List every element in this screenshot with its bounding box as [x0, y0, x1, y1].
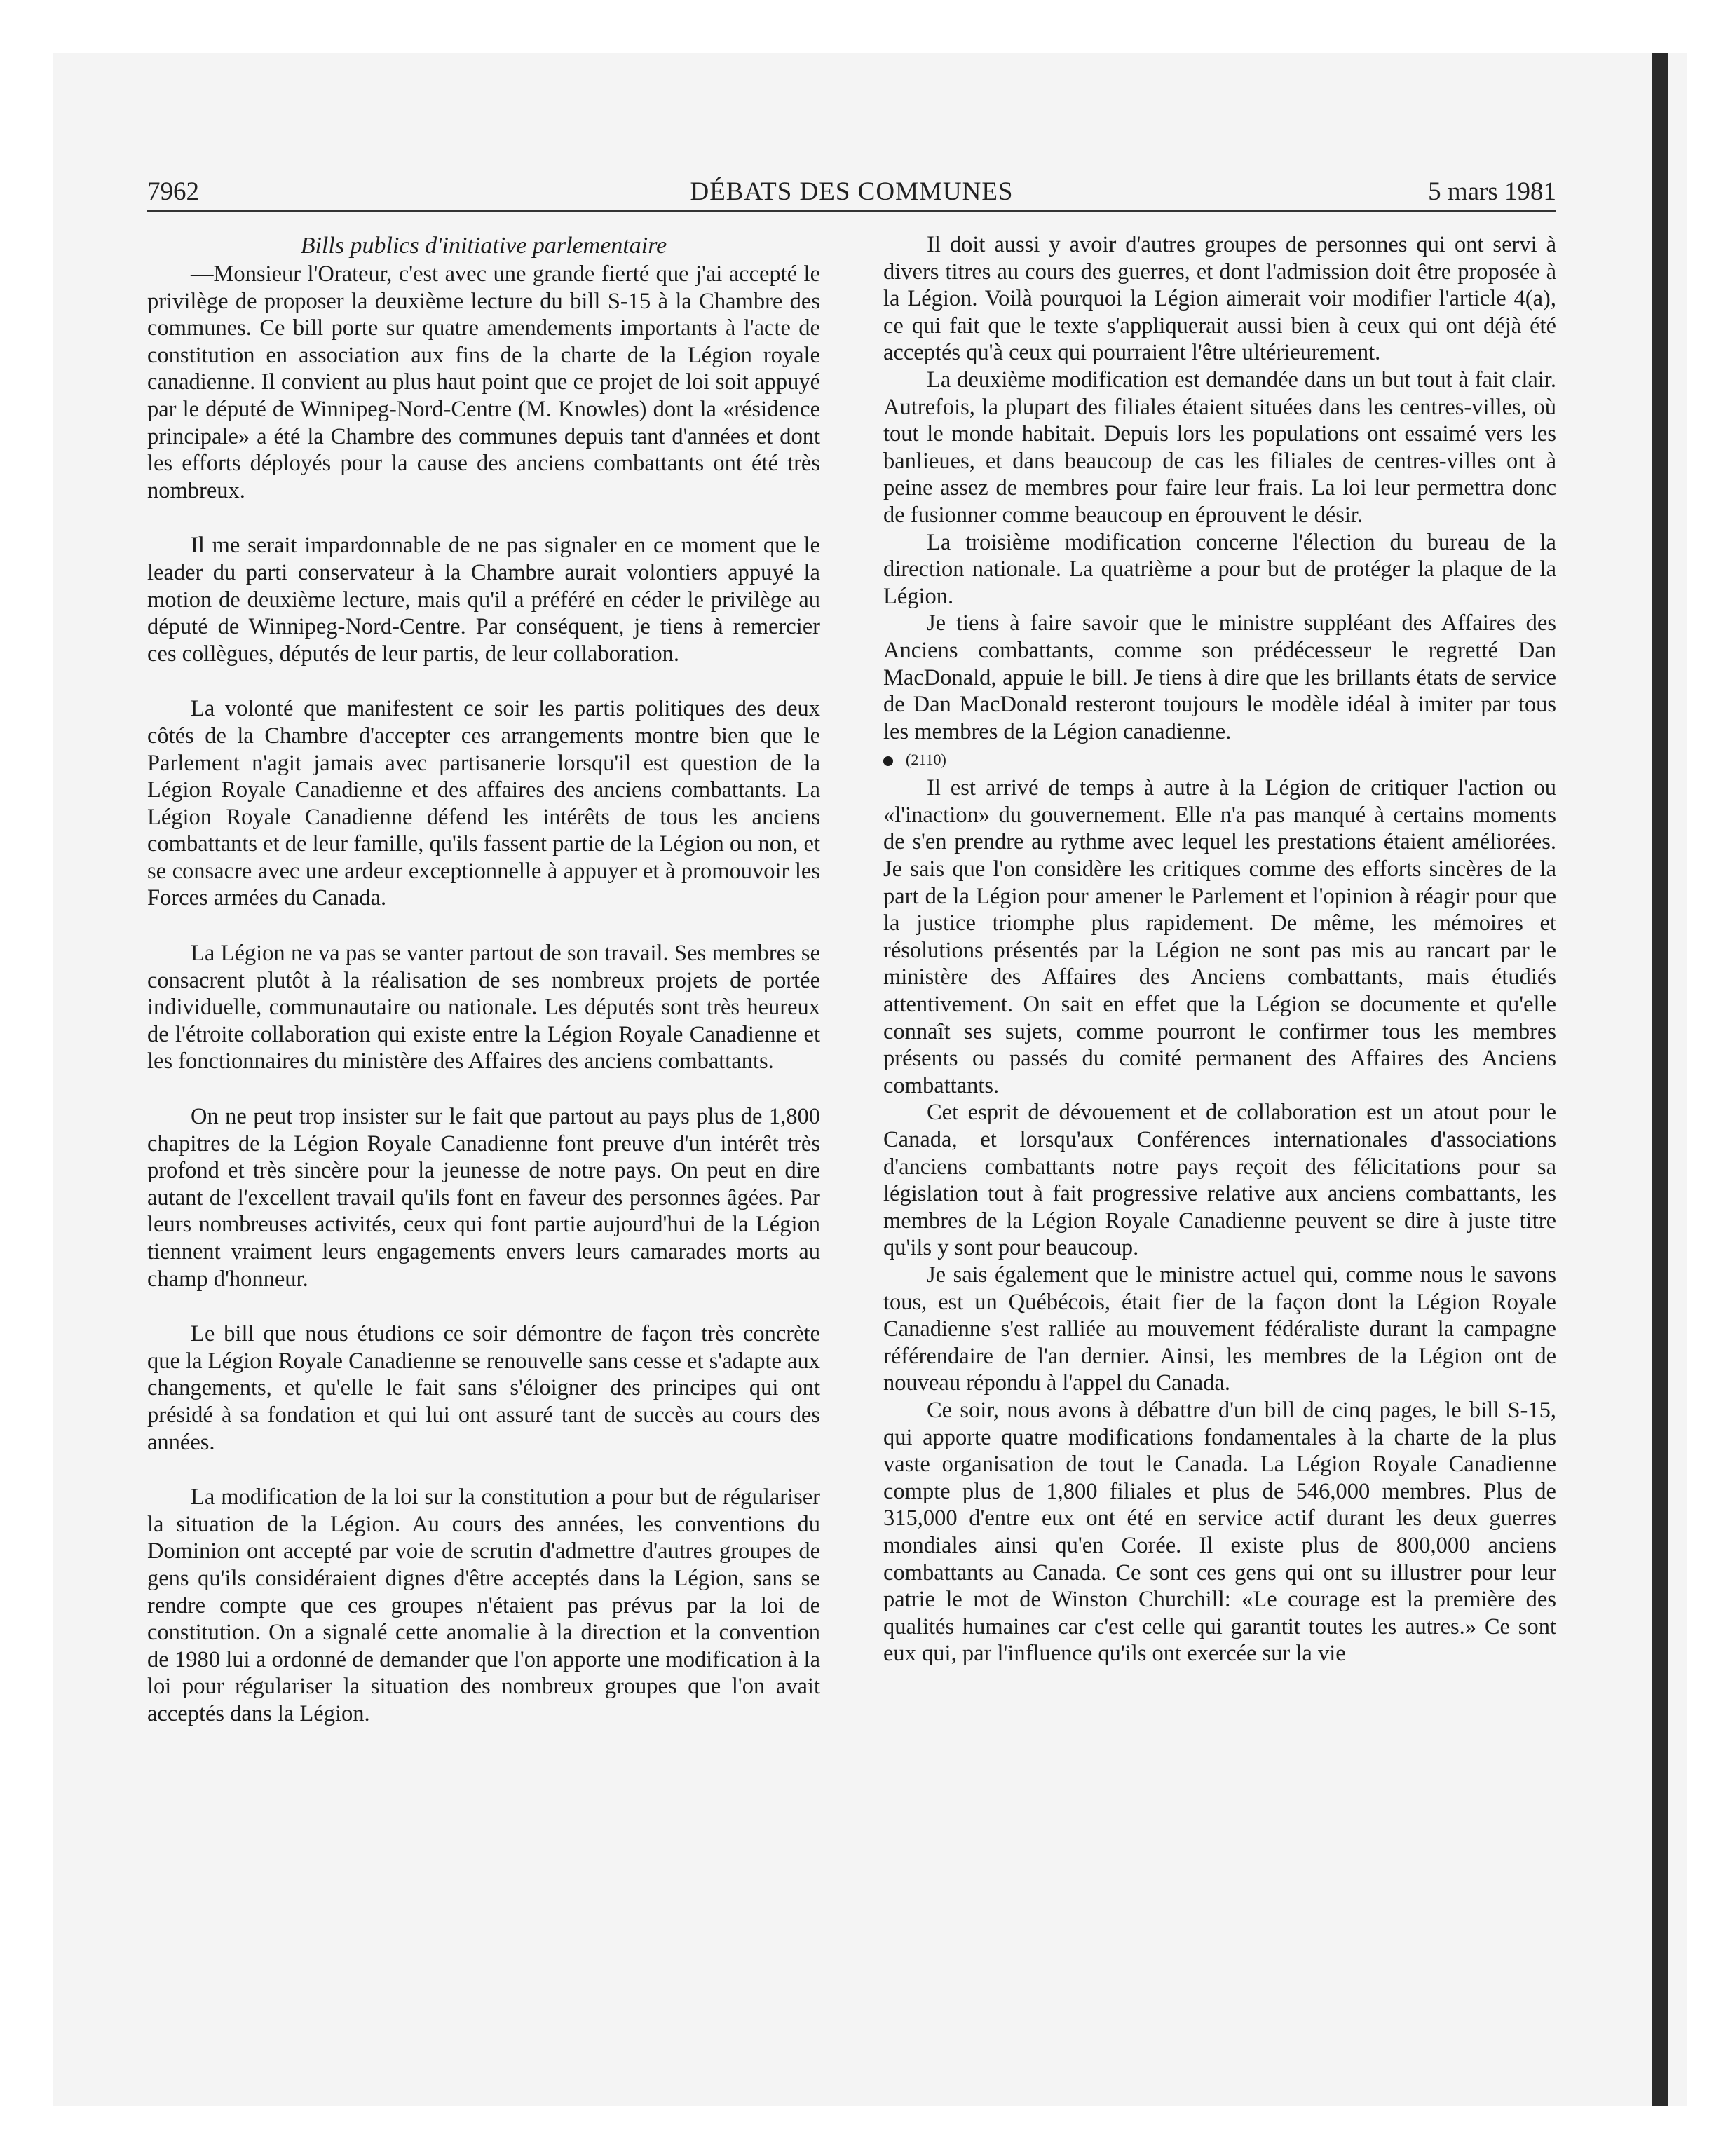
publication-title: DÉBATS DES COMMUNES [690, 177, 1014, 206]
page-date: 5 mars 1981 [1428, 177, 1556, 206]
section-title: Bills publics d'initiative parlementaire [300, 233, 667, 259]
paragraph: On ne peut trop insister sur le fait que partout au pays plus de 1,800 chapitres de la Légion Royale Canadienne font preuve d'un intérêt très profond et très sincère pour la jeunesse de notre pays. On peut en dire autant de l'excellent travail qu'ils font en faveur des personnes âgées. Par leurs nombreuses activités, ceux qui font partie aujourd'hui de la Légion tiennent vraiment leurs engagements envers leurs camarades morts au champ d'honneur. [147, 1104, 820, 1292]
paragraph: La modification de la loi sur la constitution a pour but de régulariser la situation de la Légion. Au cours des années, les conventions du Dominion ont accepté par voie de scrutin d'admettre d'autres groupes de gens qu'ils considéraient dignes d'être acceptés dans la Légion, sans se rendre compte que ces groupes n'étaient pas prévus par la loi de constitution. On a signalé cette anomalie à la direction et la convention de 1980 lui a ordonné de demander que l'on apporte une modification à la loi pour régulariser la situation des nombreux groupes que l'on avait acceptés dans la Légion. [147, 1485, 820, 1726]
paragraph: —Monsieur l'Orateur, c'est avec une grande fierté que j'ai accepté le privilège de proposer la deuxième lecture du bill S-15 à la Chambre des communes. Ce bill porte sur quatre amendements importants à l'acte de constitution en association aux fins de la charte de la Légion royale canadienne. Il convient au plus haut point que ce projet de loi soit appuyé par le député de Winnipeg-Nord-Centre (M. Knowles) dont la «résidence principale» a été la Chambre des communes depuis tant d'années et dont les efforts déployés pour la cause des anciens combattants ont été très nombreux. [147, 261, 820, 503]
page-number: 7962 [147, 177, 199, 206]
bullet-icon [883, 756, 893, 766]
paragraph: Ce soir, nous avons à débattre d'un bill de cinq pages, le bill S-15, qui apporte quatre modifications fondamentales à la charte de la plus vaste organisation de tout le Canada. La Légion Royale Canadienne compte plus de 1,800 filiales et plus de 546,000 membres. Plus de 315,000 d'entre eux ont été en service actif durant les deux guerres mondiales ainsi qu'en Corée. Il existe plus de 800,000 anciens combattants au Canada. Ce sont ces gens qui ont su illustrer pour leur patrie le mot de Winston Churchill: «Le courage est la première des qualités humaines car c'est celle qui garantit toutes les autres.» Ce sont eux qui, par l'influence qu'ils ont exercée sur la vie [883, 1397, 1556, 1667]
paragraph: Cet esprit de dévouement et de collaboration est un atout pour le Canada, et lorsqu'aux Conférences internationales d'associations d'anciens combattants notre pays reçoit des félicitations pour sa législation tout à fait progressive relative aux anciens combattants, les membres de la Légion Royale Canadienne peuvent se dire à juste titre qu'ils y sont pour beaucoup. [883, 1100, 1556, 1261]
page-header [147, 177, 1556, 212]
paragraph: Il est arrivé de temps à autre à la Légion de critiquer l'action ou «l'inaction» du gouvernement. Elle n'a pas manqué à certains moments de s'en prendre au rythme avec lequel les prestations étaient améliorées. Je sais que l'on considère les critiques comme des efforts sincères de la part de la Légion pour amener le Parlement et l'opinion à réagir pour que la justice triomphe plus rapidement. De même, les mémoires et résolutions présentés par la Légion ne sont pas mis au rancart par le ministère des Affaires des Anciens combattants, mais étudiés attentivement. On sait en effet que la Légion se documente et qu'elle connaît ses sujets, comme pourront le confirmer tous les membres présents ou passés du comité permanent des Affaires des Anciens combattants. [883, 775, 1556, 1098]
time-marker [883, 749, 1556, 770]
paragraph: Le bill que nous étudions ce soir démontre de façon très concrète que la Légion Royale Canadienne se renouvelle sans cesse et s'adapte aux changements, et qu'elle le fait sans s'éloigner des principes qui ont présidé à sa fondation et qui lui ont assuré tant de succès au cours des années. [147, 1321, 820, 1455]
paragraph: Il doit aussi y avoir d'autres groupes de personnes qui ont servi à divers titres au cours des guerres, et dont l'admission doit être proposée à la Légion. Voilà pourquoi la Légion aimerait voir modifier l'article 4(a), ce qui fait que le texte s'appliquerait aussi bien à ceux qui ont déjà été acceptés qu'à ceux qui pourraient l'être ultérieurement. [883, 232, 1556, 366]
paragraph: La Légion ne va pas se vanter partout de son travail. Ses membres se consacrent plutôt à la réalisation de ses nombreux projets de portée individuelle, communautaire ou nationale. Les députés sont très heureux de l'étroite collaboration qui existe entre la Légion Royale Canadienne et les fonctionnaires du ministère des Affaires des anciens combattants. [147, 941, 820, 1074]
left-column [147, 231, 820, 1728]
paragraph: La troisième modification concerne l'élection du bureau de la direction nationale. La quatrième a pour but de protéger la plaque de la Légion. [883, 529, 1556, 609]
paragraph: La volonté que manifestent ce soir les partis politiques des deux côtés de la Chambre d'accepter ces arrangements montre bien que le Parlement n'agit jamais avec partisanerie lorsqu'il est question de la Légion Royale Canadienne et des affaires des anciens combattants. La Légion Royale Canadienne défend les intérêts de tous les anciens combattants et de leur famille, qu'ils fassent partie de la Légion ou non, et se consacre avec une ardeur exceptionnelle à appuyer et à promouvoir les Forces armées du Canada. [147, 696, 820, 911]
scan-edge-bar [1652, 53, 1668, 2106]
paragraph: La deuxième modification est demandée dans un but tout à fait clair. Autrefois, la plupart des filiales étaient situées dans les centres-villes, où tout le monde habitait. Depuis lors les populations ont essaimé vers les banlieues, et dans beaucoup de cas les filiales de centres-villes ont à peine assez de membres pour faire leur frais. La loi leur permettra donc de fusionner comme beaucoup en éprouvent le désir. [883, 367, 1556, 528]
right-column [883, 231, 1556, 1667]
paragraph: Il me serait impardonnable de ne pas signaler en ce moment que le leader du parti conservateur à la Chambre aurait volontiers appuyé la motion de deuxième lecture, mais qu'il a préféré en céder le privilège au député de Winnipeg-Nord-Centre. Par conséquent, je tiens à remercier ces collègues, députés de leur partis, de leur collaboration. [147, 533, 820, 667]
time-marker-label: (2110) [906, 751, 946, 769]
paragraph: Je sais également que le ministre actuel qui, comme nous le savons tous, est un Québécois, était fier de la façon dont la Légion Royale Canadienne s'est ralliée au mouvement fédéraliste durant la campagne référendaire de l'an dernier. Ainsi, les membres de la Légion ont de nouveau répondu à l'appel du Canada. [883, 1262, 1556, 1396]
header-rule [147, 210, 1556, 212]
paragraph: Je tiens à faire savoir que le ministre suppléant des Affaires des Anciens combattants, comme son prédécesseur le regretté Dan MacDonald, appuie le bill. Je tiens à dire que les brillants états de service de Dan MacDonald resteront toujours le modèle idéal à imiter par tous les membres de la Légion canadienne. [883, 610, 1556, 744]
